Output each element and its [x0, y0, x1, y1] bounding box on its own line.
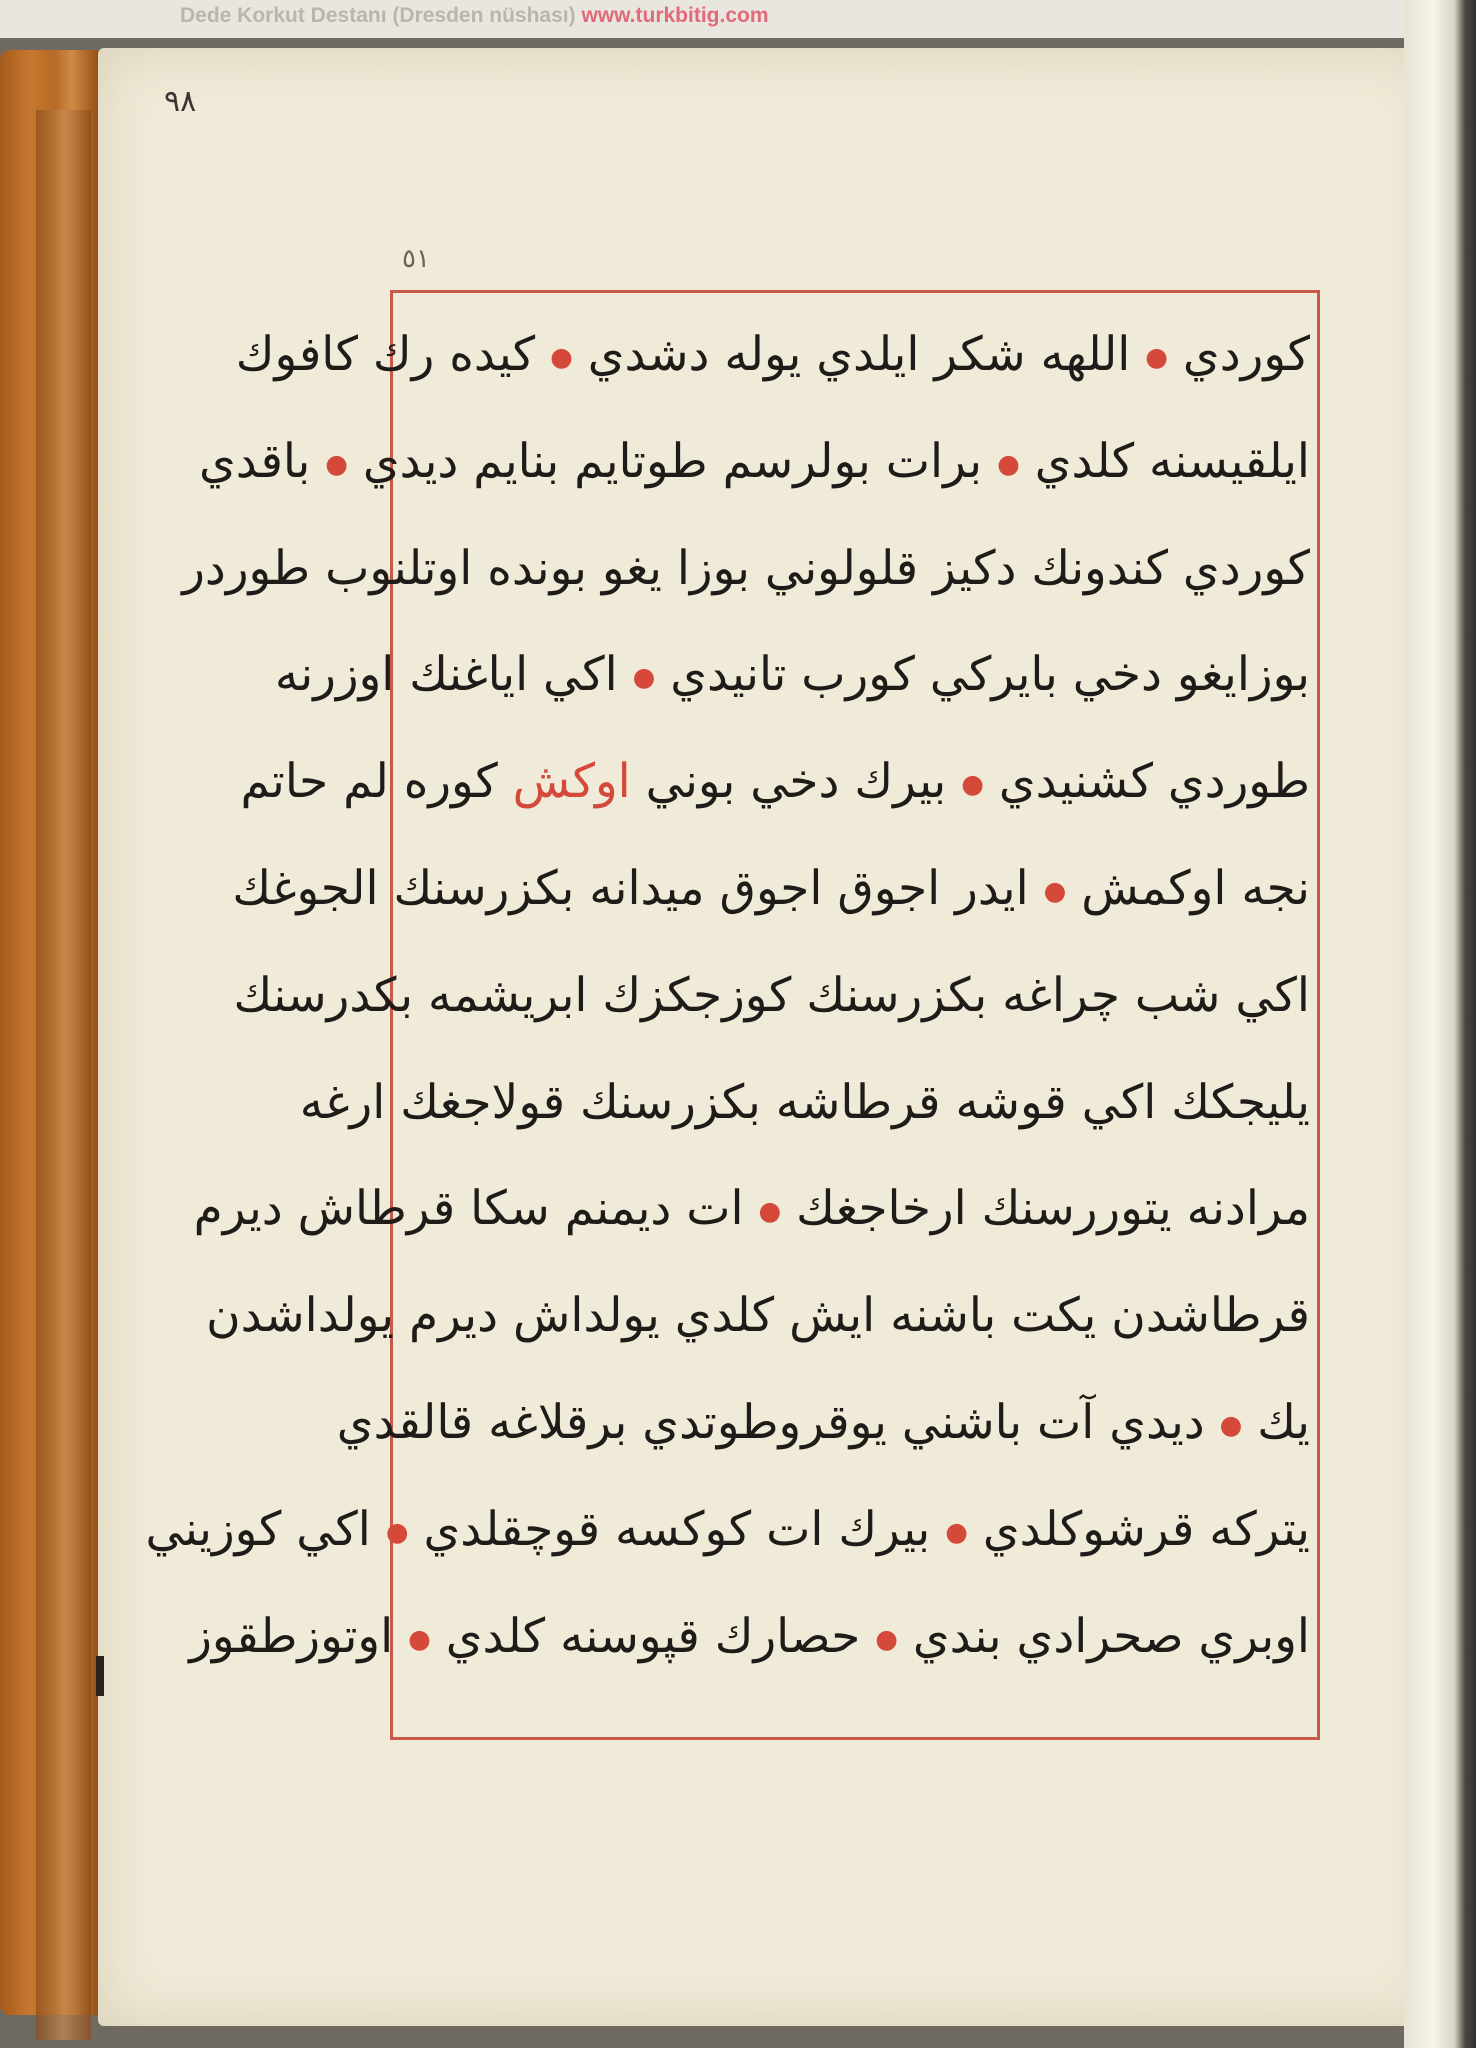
folio-number: ٩٨: [164, 84, 197, 119]
manuscript-text: [145, 302, 1310, 1690]
text-line-5-start: طوردي كشنيدي ● بيرك دخي بوني: [645, 754, 1310, 810]
text-line-8: يليجكك اكي قوشه قرطاشه بكزرسنك قولاجغك ارغه: [299, 1074, 1310, 1130]
text-line-6: نجه اوكمش ● ايدر اجوق اجوق ميدانه بكزرسنك الجوغك: [232, 860, 1310, 916]
verse-divider-dot: ●: [961, 769, 984, 800]
text-line-9: مرادنه يتوررسنك ارخاجغك ● ات ديمنم سكا قرطاش ديرم: [193, 1181, 1310, 1237]
binding-spine: [36, 110, 91, 2040]
text-line-5: [240, 729, 1310, 836]
verse-divider-dot: ●: [325, 449, 348, 480]
verse-divider-dot: ●: [385, 1517, 409, 1548]
text-line-5-end: كوره لم حاتم: [240, 754, 498, 810]
text-line-7: اكي شب چراغه بكزرسنك كوزجكزك ابريشمه بكدرسنك: [233, 967, 1310, 1023]
page-number: ٥١: [402, 244, 430, 274]
verse-divider-dot: ●: [1219, 1410, 1243, 1441]
text-line-10: قرطاشدن يكت باشنه ايش كلدي يولداش ديرم يولداشدن: [206, 1288, 1310, 1344]
verse-divider-dot: ●: [758, 1196, 782, 1227]
verse-divider-dot: ●: [1145, 342, 1168, 373]
rubric-word: اوكش: [512, 754, 631, 810]
page-edge: [1404, 0, 1476, 2048]
watermark-title: Dede Korkut Destanı (Dresden nüshası): [180, 4, 576, 27]
verse-divider-dot: ●: [408, 1624, 431, 1655]
binding-clip: [96, 1656, 104, 1696]
verse-divider-dot: ●: [945, 1517, 968, 1548]
text-line-4: بوزايغو دخي بايركي كورب تانيدي ● اكي اياغنك اوزرنه: [274, 647, 1310, 703]
verse-divider-dot: ●: [632, 662, 656, 693]
text-line-12: يتركه قرشوكلدي ● بيرك ات كوكسه قوچقلدي ● اكي كوزيني: [145, 1501, 1310, 1557]
watermark: [180, 4, 769, 28]
verse-divider-dot: ●: [1043, 876, 1067, 907]
viewer-top-bar: [0, 0, 1476, 38]
verse-divider-dot: ●: [875, 1624, 898, 1655]
text-line-11: يك ● ديدي آت باشني يوقروطوتدي برقلاغه قالقدي: [336, 1394, 1310, 1450]
text-line-3: كوردي كندونك دكيز قلولوني بوزا يغو بونده اوتلنوب طوردر: [182, 540, 1310, 596]
watermark-url[interactable]: www.turkbitig.com: [581, 4, 769, 27]
text-line-1: كوردي ● اللهه شكر ايلدي يوله دشدي ● كيده رك كافوك: [235, 327, 1310, 382]
text-line-2: ايلقيسنه كلدي ● برات بولرسم طوتايم بنايم ديدي ● باقدي: [198, 433, 1310, 489]
text-line-13: اوبري صحرادي بندي ● حصارك قپوسنه كلدي ● اوتوزطقوز: [189, 1608, 1310, 1664]
verse-divider-dot: ●: [550, 342, 573, 373]
verse-divider-dot: ●: [997, 449, 1020, 480]
